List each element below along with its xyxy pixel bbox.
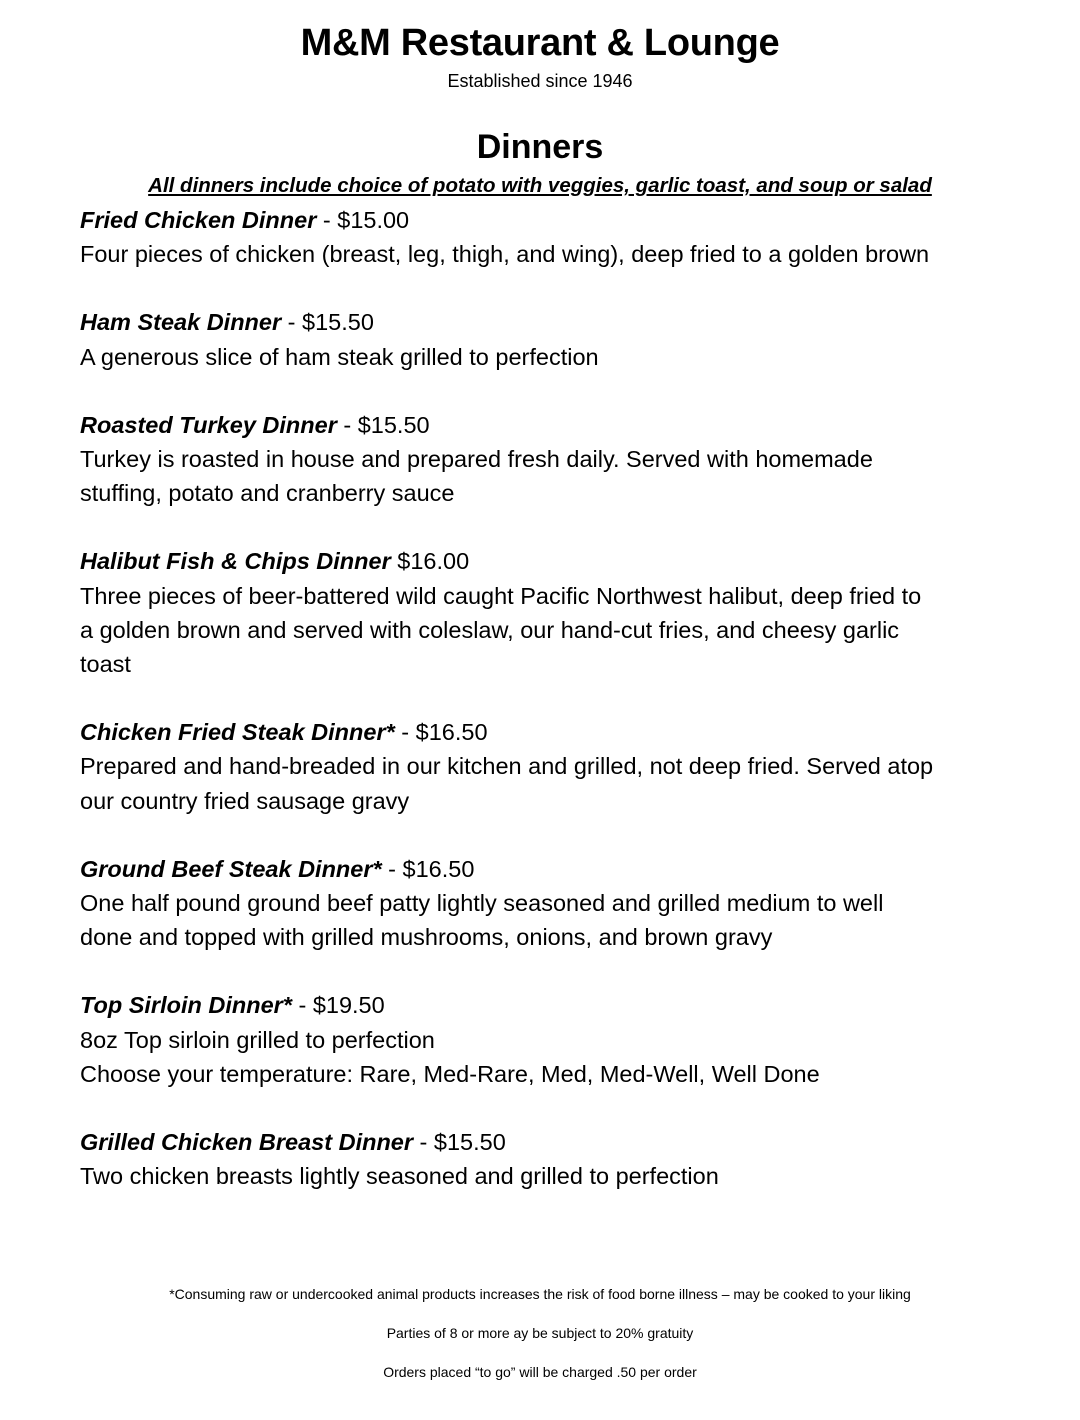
item-price: - $15.00 bbox=[316, 207, 410, 233]
item-name: Chicken Fried Steak Dinner* bbox=[80, 719, 395, 746]
item-description: One half pound ground beef patty lightly seasoned and grilled medium to well done and topped with grilled mushrooms, onions, and brown gravy bbox=[80, 890, 884, 951]
menu-item-top-sirloin bbox=[80, 988, 1030, 1091]
to-go-note: Orders placed “to go” will be charged .50 per order bbox=[383, 1364, 697, 1380]
section-subtitle: All dinners include choice of potato with veggies, garlic toast, and soup or salad bbox=[148, 174, 932, 197]
menu-item-ground-beef-steak bbox=[80, 852, 1030, 955]
menu-items-list bbox=[80, 203, 1030, 1193]
item-description: Two chicken breasts lightly seasoned and grilled to perfection bbox=[80, 1163, 719, 1190]
item-price: - $15.50 bbox=[336, 411, 430, 438]
menu-item-grilled-chicken-breast bbox=[80, 1125, 1030, 1193]
item-description: Four pieces of chicken (breast, leg, thigh, and wing), deep fried to a golden brown bbox=[80, 241, 930, 268]
item-description: Turkey is roasted in house and prepared fresh daily. Served with homemade stuffing, potato and cranberry sauce bbox=[80, 446, 873, 507]
menu-item-roasted-turkey bbox=[80, 408, 1030, 511]
gratuity-note: Parties of 8 or more ay be subject to 20% gratuity bbox=[386, 1325, 694, 1341]
item-name: Grilled Chicken Breast Dinner bbox=[80, 1129, 414, 1156]
item-name: Ham Steak Dinner bbox=[80, 309, 282, 336]
item-name: Ground Beef Steak Dinner* bbox=[80, 855, 382, 882]
item-description: A generous slice of ham steak grilled to perfection bbox=[80, 343, 599, 370]
section-title: Dinners bbox=[476, 128, 604, 166]
item-name: Roasted Turkey Dinner bbox=[80, 411, 337, 438]
established-note: Established since 1946 bbox=[447, 71, 633, 91]
item-name: Halibut Fish & Chips Dinner bbox=[80, 548, 391, 575]
raw-food-warning: *Consuming raw or undercooked animal products increases the risk of food borne illness – may be cooked to your liking bbox=[169, 1286, 911, 1302]
item-price: $16.00 bbox=[390, 548, 470, 575]
item-price: - $15.50 bbox=[413, 1129, 506, 1156]
item-price: - $16.50 bbox=[394, 719, 488, 746]
item-description: 8oz Top sirloin grilled to perfection Choose your temperature: Rare, Med-Rare, Med, Med-Well, Well Done bbox=[80, 1026, 820, 1087]
item-name: Fried Chicken Dinner bbox=[80, 207, 317, 233]
menu-item-chicken-fried-steak bbox=[80, 715, 1030, 818]
item-description: Three pieces of beer-battered wild caught Pacific Northwest halibut, deep fried to a golden brown and served with coleslaw, our hand-cut fries, and cheesy garlic toast bbox=[80, 582, 922, 678]
item-description: Prepared and hand-breaded in our kitchen and grilled, not deep fried. Served atop our country fried sausage gravy bbox=[80, 753, 934, 814]
menu-item-ham-steak bbox=[80, 305, 1030, 373]
item-price: - $15.50 bbox=[281, 309, 374, 336]
item-name: Top Sirloin Dinner* bbox=[80, 992, 292, 1019]
restaurant-name: M&M Restaurant & Lounge bbox=[300, 22, 780, 64]
item-price: - $16.50 bbox=[381, 855, 475, 882]
menu-item-fried-chicken bbox=[80, 203, 1030, 271]
item-price: - $19.50 bbox=[291, 992, 385, 1019]
menu-item-halibut-fish-chips bbox=[80, 544, 1030, 681]
